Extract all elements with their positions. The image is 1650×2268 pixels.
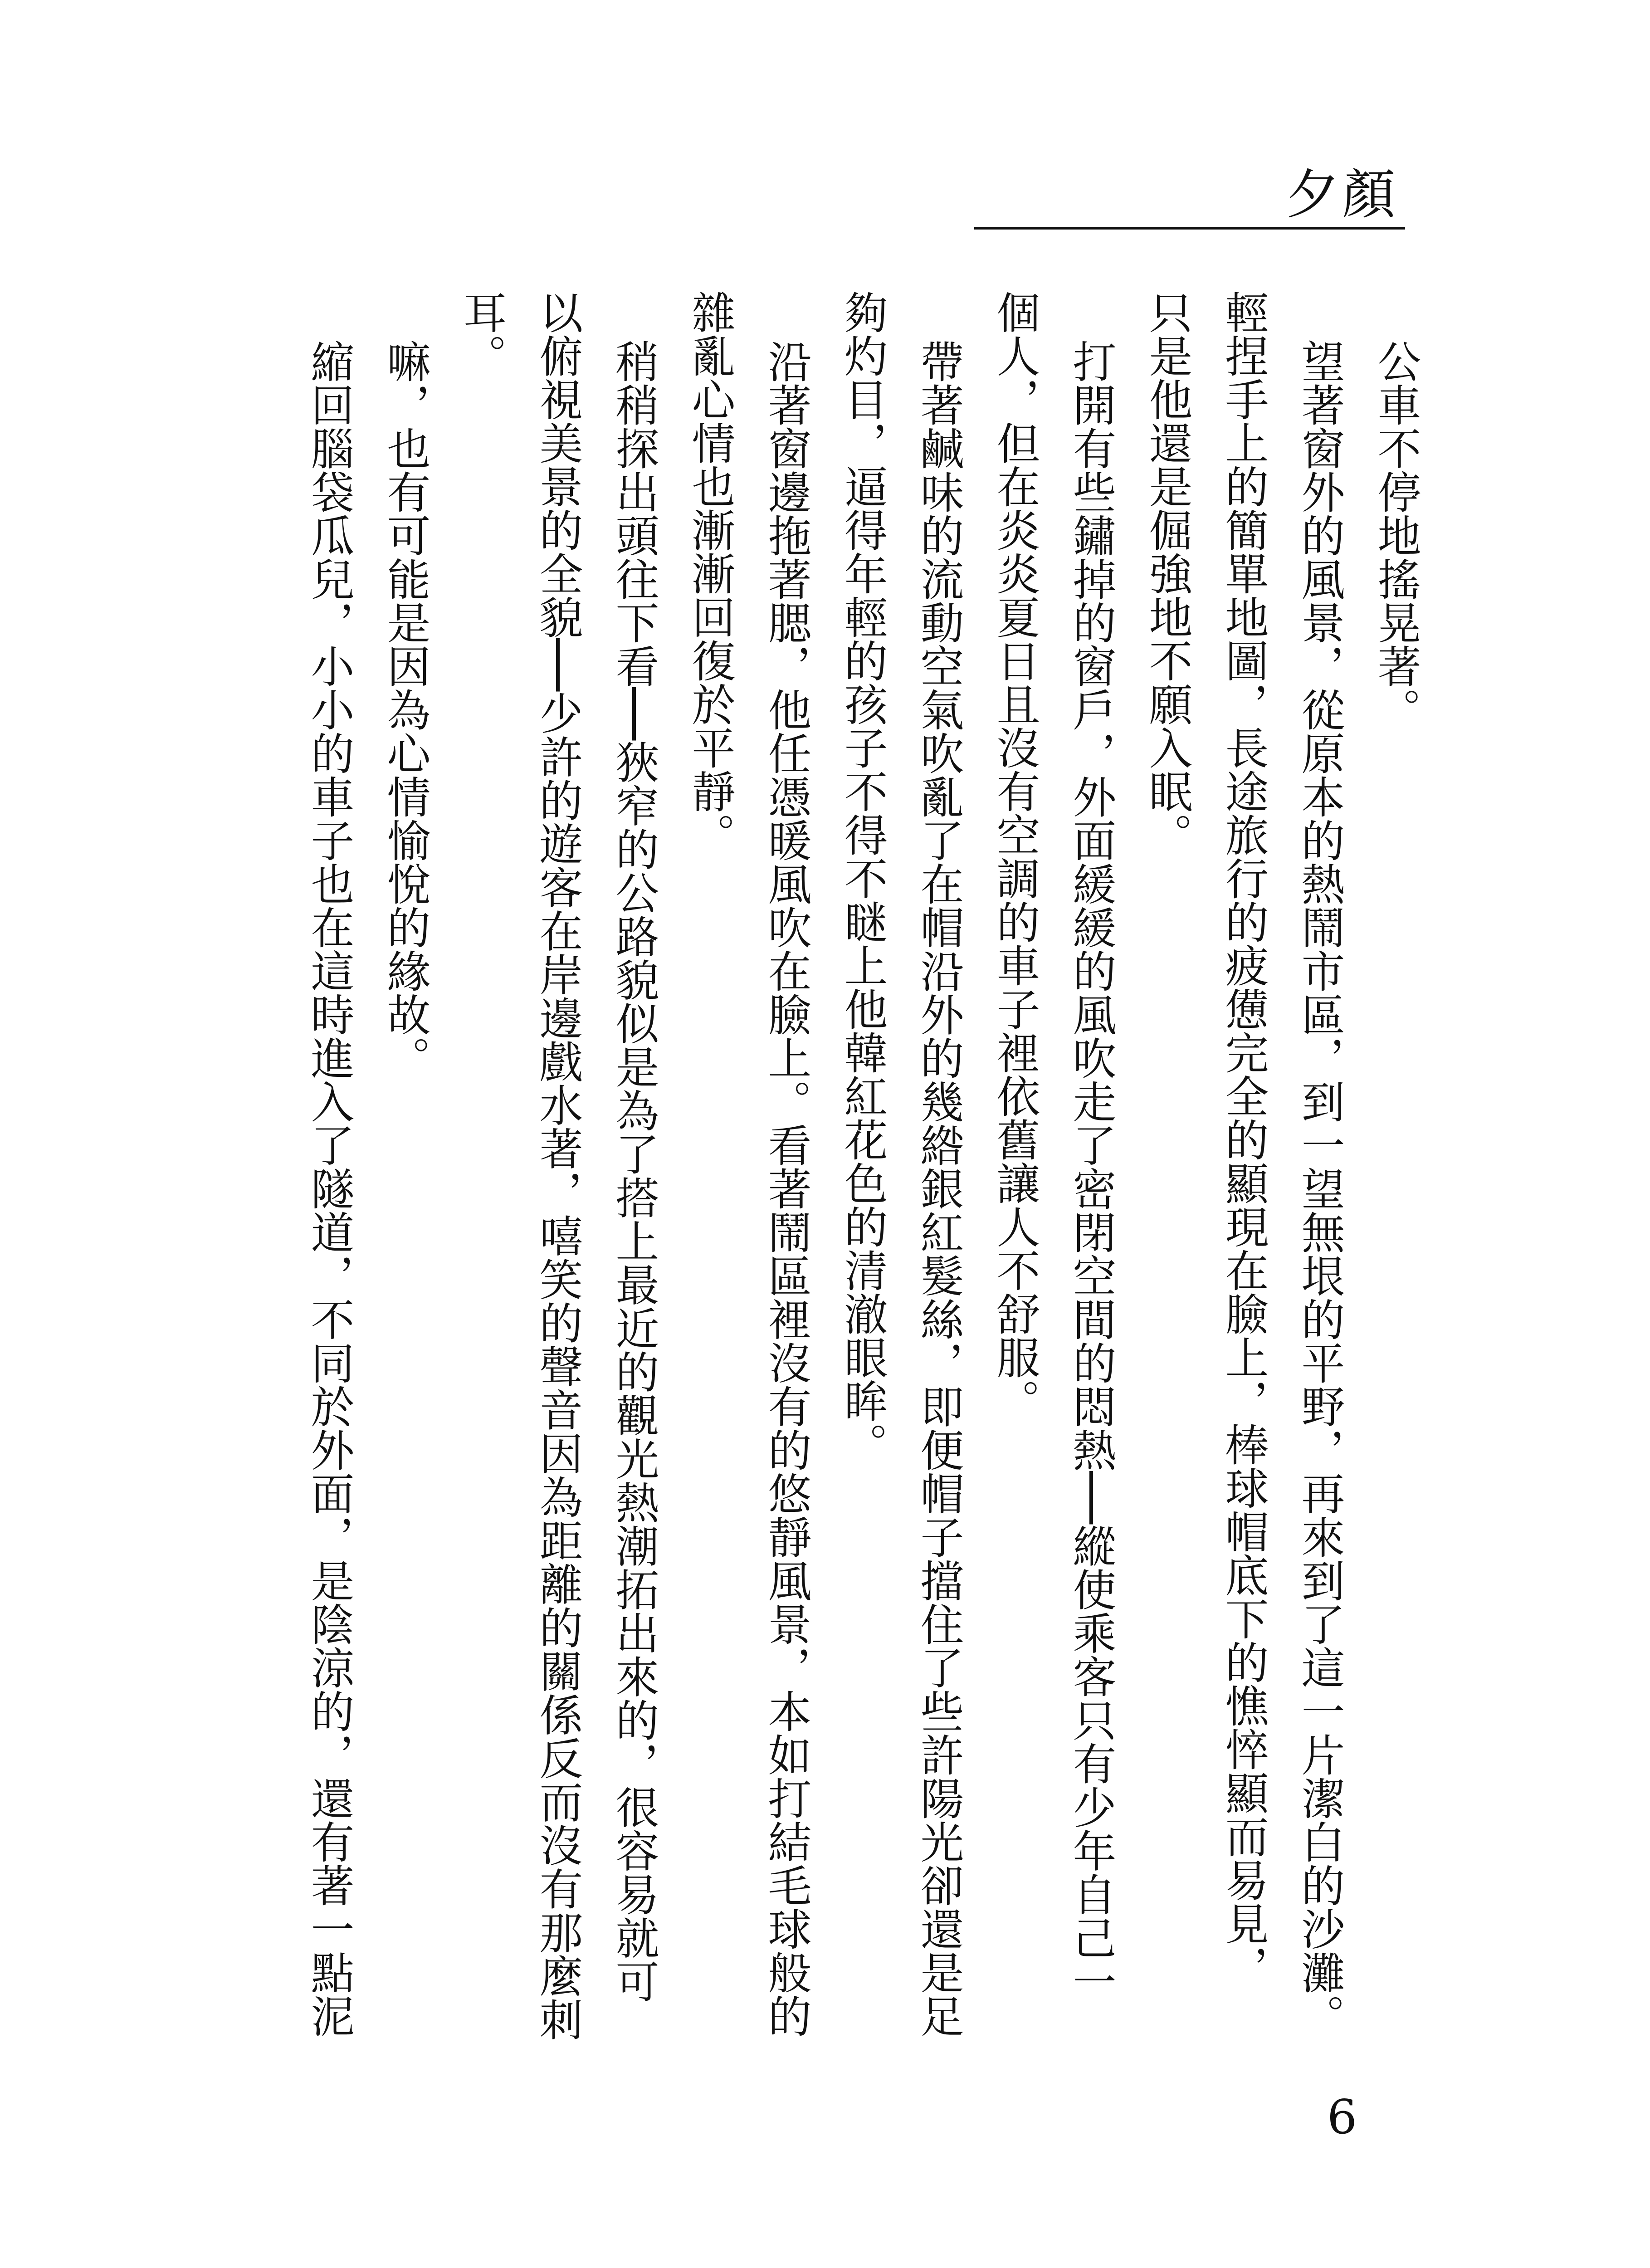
text-column: 望著窗外的風景，從原本的熱鬧市區，到一望無垠的平野，再來到了這一片潔白的沙灘。 bbox=[1294, 339, 1345, 2038]
text-column: 以俯視美景的全貌──少許的遊客在岸邊戲水著，嘻笑的聲音因為距離的關係反而沒有那麼刺 bbox=[532, 290, 583, 2041]
text-column: 只是他還是倔強地不願入眠。 bbox=[1142, 290, 1193, 856]
text-column: 夠灼目，逼得年輕的孩子不得不瞇上他韓紅花色的清澈眼眸。 bbox=[837, 290, 888, 1466]
text-column: 稍稍探出頭往下看──狹窄的公路貌似是為了搭上最近的觀光熱潮拓出來的，很容易就可 bbox=[609, 339, 659, 2003]
text-column: 沿著窗邊拖著腮，他任憑暖風吹在臉上。看著鬧區裡沒有的悠靜風景，本如打結毛球般的 bbox=[761, 339, 812, 2038]
text-column: 嘛，也有可能是因為心情愉悅的緣故。 bbox=[380, 339, 431, 1080]
text-column: 輕捏手上的簡單地圖，長途旅行的疲憊完全的顯現在臉上，棒球帽底下的憔悴顯而易見， bbox=[1218, 290, 1269, 1989]
text-column: 個人，但在炎炎夏日且沒有空調的車子裡依舊讓人不舒服。 bbox=[990, 290, 1040, 1422]
text-column: 雜亂心情也漸漸回復於平靜。 bbox=[685, 290, 736, 856]
text-column: 公車不停地搖晃著。 bbox=[1371, 339, 1421, 731]
vertical-body-text bbox=[290, 290, 1433, 2041]
page-number: 6 bbox=[1327, 2089, 1357, 2145]
header-rule bbox=[974, 227, 1405, 230]
text-column: 耳。 bbox=[456, 290, 507, 377]
running-title: 夕顏 bbox=[1285, 163, 1398, 226]
text-column: 縮回腦袋瓜兒，小小的車子也在這時進入了隧道，不同於外面，是陰涼的，還有著一點泥 bbox=[304, 339, 355, 2038]
text-column: 帶著鹹味的流動空氣吹亂了在帽沿外的幾綹銀紅髮絲，即便帽子擋住了些許陽光卻還是足 bbox=[913, 339, 964, 2038]
text-column: 打開有些鏽掉的窗戶，外面緩緩的風吹走了密閉空間的悶熱──縱使乘客只有少年自己一 bbox=[1066, 339, 1117, 2003]
